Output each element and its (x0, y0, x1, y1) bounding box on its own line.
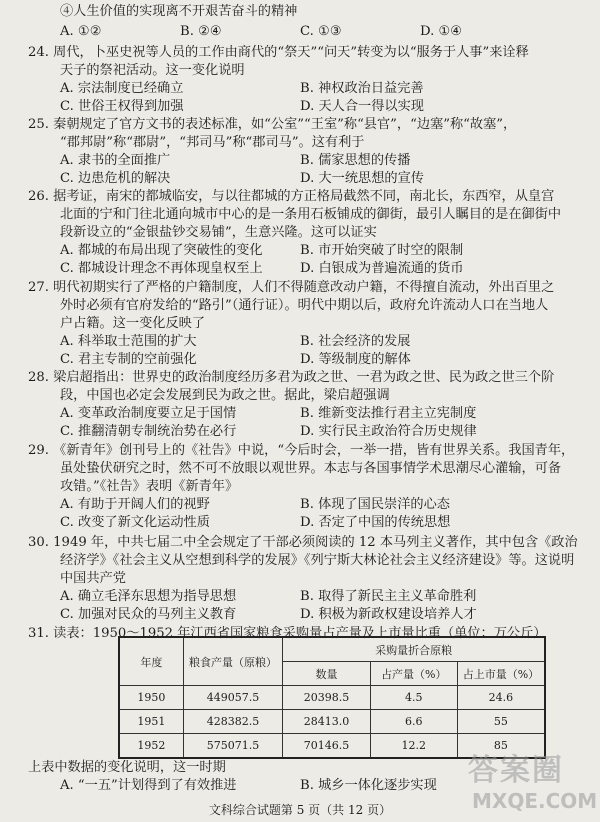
table-row (119, 686, 545, 710)
option-a: A. “一五”计划得到了有效推进 (60, 778, 237, 793)
option-d: D. 白银成为普遍流通的货币 (300, 261, 464, 276)
table-cell: 28413.0 (283, 710, 371, 734)
option-b: B. 体现了国民崇洋的心态 (300, 497, 450, 512)
table-cell: 55 (457, 710, 545, 734)
option-b: B. ②④ (180, 24, 222, 39)
option-c: C. 君主专制的空前强化 (60, 352, 197, 367)
table-cell: 20398.5 (283, 686, 371, 710)
option-d: D. 积极为新政权建设培养人才 (300, 607, 477, 622)
option-d: D. 大一统思想的宣传 (300, 171, 424, 186)
option-c: C. 改变了新文化运动性质 (60, 515, 210, 530)
question-27-line: 27. 明代初期实行了严格的户籍制度，人们不得随意改动户籍，不得擅自流动，外出百里之 (28, 280, 555, 295)
watermark-url: MXQE.COM (472, 789, 598, 813)
table-header-purchase: 采购量折合原粮 (283, 637, 545, 662)
option-c: C. 边患危机的解决 (60, 171, 171, 186)
option-d: D. 天人合一得以实现 (300, 99, 424, 114)
grain-purchase-table (118, 636, 546, 759)
question-27-line: 户占籍。这一变化反映了 (60, 316, 206, 331)
table-cell: 449057.5 (183, 686, 282, 710)
table-header-qty: 数量 (283, 662, 371, 686)
option-b: B. 取得了新民主主义革命胜利 (300, 589, 477, 604)
watermark-text: 答案圈 (468, 753, 564, 788)
table-cell: 4.5 (370, 686, 457, 710)
page-footer: 文科综合试题第 5 页（共 12 页） (208, 803, 392, 817)
table-cell: 1952 (119, 734, 183, 759)
table-cell: 1950 (119, 686, 183, 710)
table-row (119, 710, 545, 734)
question-26-line: 北面的宁和门往北通向城市中心的是一条用石板铺成的御街，最引人瞩目的是在御街中 (60, 207, 562, 222)
option-c: C. 加强对民众的马列主义教育 (60, 607, 237, 622)
question-26-line: 26. 据考证，南宋的都城临安，与以往都城的方正格局截然不同，南北长，东西窄，从皇宫 (28, 189, 555, 204)
option-a: A. 确立毛泽东思想为指导思想 (60, 589, 237, 604)
option-b: B. 社会经济的发展 (300, 334, 411, 349)
table-header-year: 年度 (119, 637, 183, 686)
table-cell: 12.2 (370, 734, 457, 759)
option-a: A. 有助于开阔人们的视野 (60, 497, 210, 512)
question-29-line: 29. 《新青年》创刊号上的《社告》中说，“今后时会，一举一措，皆有世界关系。我国青年， (28, 443, 575, 458)
question-30-line: 经济学》《社会主义从空想到科学的发展》《列宁斯大林论社会主义经济建设》等。这说明 (60, 553, 575, 568)
choice-item-4: ④人生价值的实现离不开艰苦奋斗的精神 (60, 4, 298, 19)
question-25-line: “郡邦尉”称“郡尉”，“邦司马”称“郡司马”。这有利于 (60, 135, 365, 150)
option-c: C. ①③ (300, 24, 342, 39)
option-c: C. 推翻清朝专制统治势在必行 (60, 424, 237, 439)
question-31-line: 上表中数据的变化说明，这一时期 (28, 760, 226, 775)
watermark-logo (462, 745, 598, 820)
question-26-line: 段新设立的“金银盐钞交易铺”，生意兴隆。这可以证实 (60, 225, 377, 240)
option-c: C. 都城设计理念不再体现皇权至上 (60, 261, 263, 276)
question-28-line: 段，中国也必定会发展到民为政之世。据此，梁启超强调 (60, 388, 390, 403)
option-d: D. 实行民主政治符合历史规律 (300, 424, 477, 439)
option-b: B. 神权政治日益完善 (300, 81, 424, 96)
option-a: A. ①② (60, 24, 102, 39)
table-cell: 575071.5 (183, 734, 282, 759)
question-31-line: 31. 读表：1950～1952 年江西省国家粮食采购量占产量及上市量比重（单位：万公斤） (28, 626, 547, 641)
table-cell: 428382.5 (183, 710, 282, 734)
table-header-grain: 粮食产量（原粮） (183, 637, 282, 686)
option-c: C. 世俗王权得到加强 (60, 99, 184, 114)
option-d: D. 等级制度的解体 (300, 352, 411, 367)
question-24-line: 24. 周代，卜巫史祝等人员的工作由商代的“祭天”“问天”转变为以“服务于人事”来诠释 (28, 45, 529, 60)
option-a: A. 变革政治制度要立足于国情 (60, 406, 237, 421)
question-24-line: 天子的祭祀活动。这一变化说明 (60, 63, 245, 78)
option-d: D. ①④ (420, 24, 463, 39)
question-30-line: 中国共产党 (60, 571, 126, 586)
option-b: B. 市开始突破了时空的限制 (300, 243, 464, 258)
question-29-line: 攻错。”《社告》表明《新青年》 (60, 479, 239, 494)
table-cell: 70146.5 (283, 734, 371, 759)
table-cell: 6.6 (370, 710, 457, 734)
question-30-line: 30. 1949 年，中共七届二中全会规定了干部必须阅读的 12 本马列主义著作，其中包含《政治 (28, 535, 578, 550)
question-29-line: 虽处蛰伏研究之时，然不可不放眼以观世界。本志与各国事情学术思潮尽心灌输，可备 (60, 461, 562, 476)
option-b: B. 儒家思想的传播 (300, 153, 411, 168)
option-d: D. 否定了中国的传统思想 (300, 515, 451, 530)
question-25-line: 25. 秦朝规定了官方文书的表述标准，如“公室”“王室”称“县官”，“边塞”称“故塞”， (28, 117, 517, 132)
question-28-line: 28. 梁启超指出：世界史的政治制度经历多君为政之世、一君为政之世、民为政之世三个阶 (28, 370, 555, 385)
table-cell: 1951 (119, 710, 183, 734)
table-header-share-prod: 占产量（%） (370, 662, 457, 686)
table-cell: 85 (457, 734, 545, 759)
option-b: B. 城乡一体化逐步实现 (300, 778, 437, 793)
option-a: A. 宗法制度已经确立 (60, 81, 184, 96)
question-27-line: 外时必须有官府发给的“路引”（通行证）。明代中期以后，政府允许流动人口在当地人 (60, 298, 549, 313)
option-a: A. 科举取士范围的扩大 (60, 334, 197, 349)
table-header-share-market: 占上市量（%） (457, 662, 545, 686)
option-a: A. 都城的布局出现了突破性的变化 (60, 243, 263, 258)
option-a: A. 隶书的全面推广 (60, 153, 171, 168)
option-b: B. 维新变法推行君主立宪制度 (300, 406, 477, 421)
table-cell: 24.6 (457, 686, 545, 710)
